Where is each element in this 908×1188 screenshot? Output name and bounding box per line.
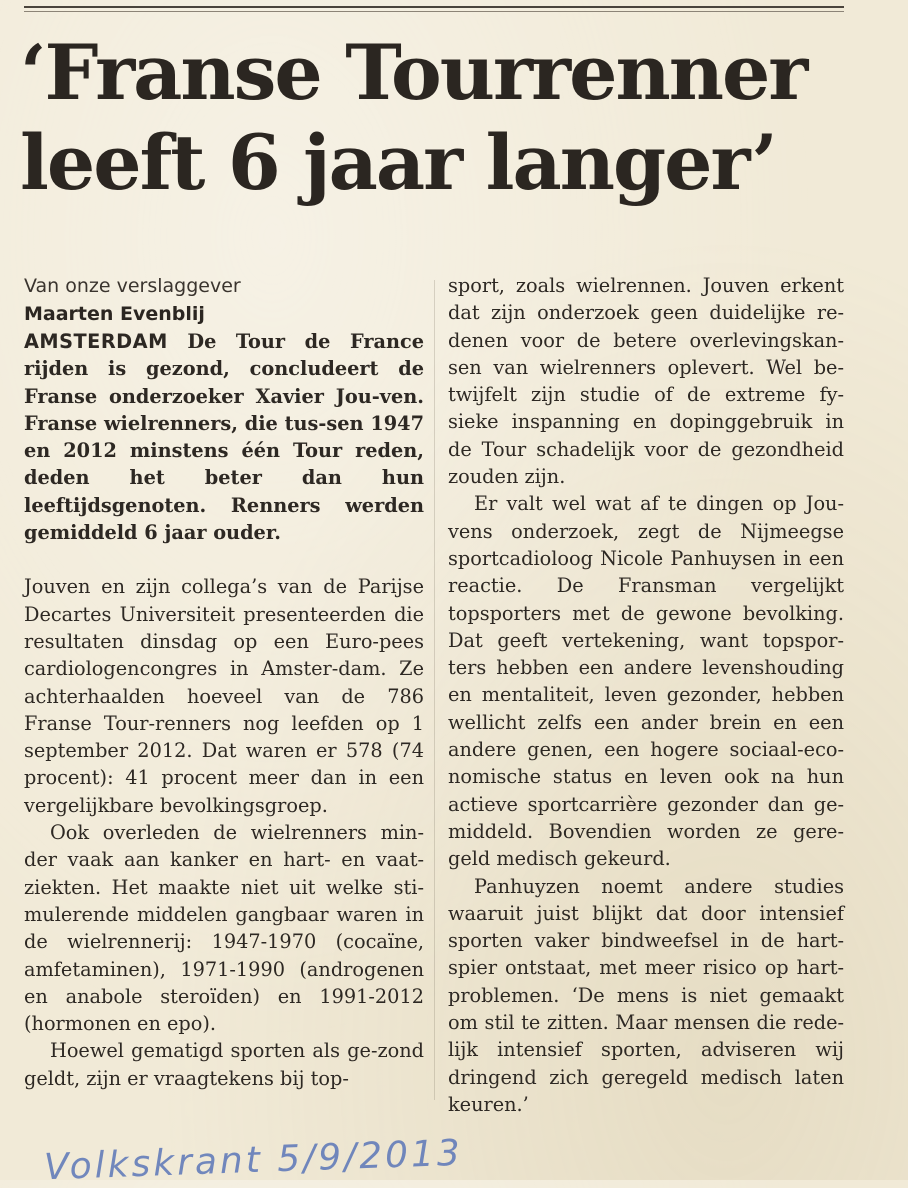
- body-paragraph: Jouven en zijn collega’s van de Parijse Decartes Universiteit presenteerden die resultaten dinsdag op een Euro-pees cardiologencongres in Amster-dam. Ze achterhaalden hoeveel van de 786 Franse Tour-renners nog leefden op 1 september 2012. Dat waren er 578 (74 procent): 41 procent meer dan in een vergelijkbare bevolkingsgroep.: [24, 575, 424, 817]
- top-rule: [24, 6, 844, 8]
- headline: [20, 28, 880, 208]
- body-paragraph: sport, zoals wielrennen. Jouven erkent dat zijn onderzoek geen duidelijke re-denen voor de betere overlevingskan-sen van wielrenners oplevert. Wel be-twijfelt zijn studie of de extreme fy-sieke inspanning en dopinggebruik in de Tour schadelijk voor de gezondheid zouden zijn.: [448, 274, 844, 489]
- byline-label: Van onze verslaggever: [24, 275, 241, 297]
- article-column-right: [448, 272, 844, 1118]
- body-paragraph: Ook overleden de wielrenners min-der vaak aan kanker en hart- en vaat-ziekten. Het maakte niet uit welke sti-mulerende middelen gangbaar waren in de wielrennerij: 1947-1970 (cocaïne, amfetaminen), 1971-1990 (androgenen en anabole steroïden) en 1991-2012 (hormonen en epo).: [24, 821, 424, 1036]
- body-paragraph: Er valt wel wat af te dingen op Jou-vens onderzoek, zegt de Nijmeegse sportcadioloog Nicole Panhuysen in een reactie. De Fransman vergelijkt topsporters met de gewone bevolking. Dat geeft vertekening, want topspor-ters hebben een andere levenshouding en mentaliteit, leven gezonder, hebben wellicht zelfs een ander brein en een andere genen, een hogere sociaal-eco-nomische status en leven ook na hun actieve sportcarrière gezonder dan ge-middeld. Bovendien worden ze gere-geld medisch gekeurd.: [448, 492, 844, 871]
- headline-line-2: leeft 6 jaar langer’: [20, 118, 776, 207]
- byline-name: Maarten Evenblij: [24, 303, 205, 325]
- lead-paragraph: [24, 328, 424, 546]
- dateline: AMSTERDAM: [24, 330, 168, 353]
- top-rule-thin: [24, 11, 844, 12]
- lead-text: De Tour de France rijden is gezond, concludeert de Franse onderzoeker Xavier Jou-ven. Franse wielrenners, die tus-sen 1947 en 2012 minstens één Tour reden, deden het beter dan hun leeftijdsgenoten. Renners werden gemiddeld 6 jaar ouder.: [24, 330, 424, 545]
- body-paragraph: Panhuyzen noemt andere studies waaruit juist blijkt dat door intensief sporten vaker bindweefsel in de hart-spier ontstaat, met meer risico op hart-problemen. ‘De mens is niet gemaakt om stil te zitten. Maar mensen die rede-lijk intensief sporten, adviseren wij dringend zich geregeld medisch laten keuren.’: [448, 874, 844, 1116]
- column-divider: [434, 280, 435, 1100]
- headline-line-1: ‘Franse Tourrenner: [20, 28, 807, 117]
- body-paragraph: Hoewel gematigd sporten als ge-zond geldt, zijn er vraagtekens bij top-: [24, 1039, 424, 1090]
- article-column-left: [24, 272, 424, 1092]
- handwritten-note: Volkskrant 5/9/2013: [43, 1132, 464, 1188]
